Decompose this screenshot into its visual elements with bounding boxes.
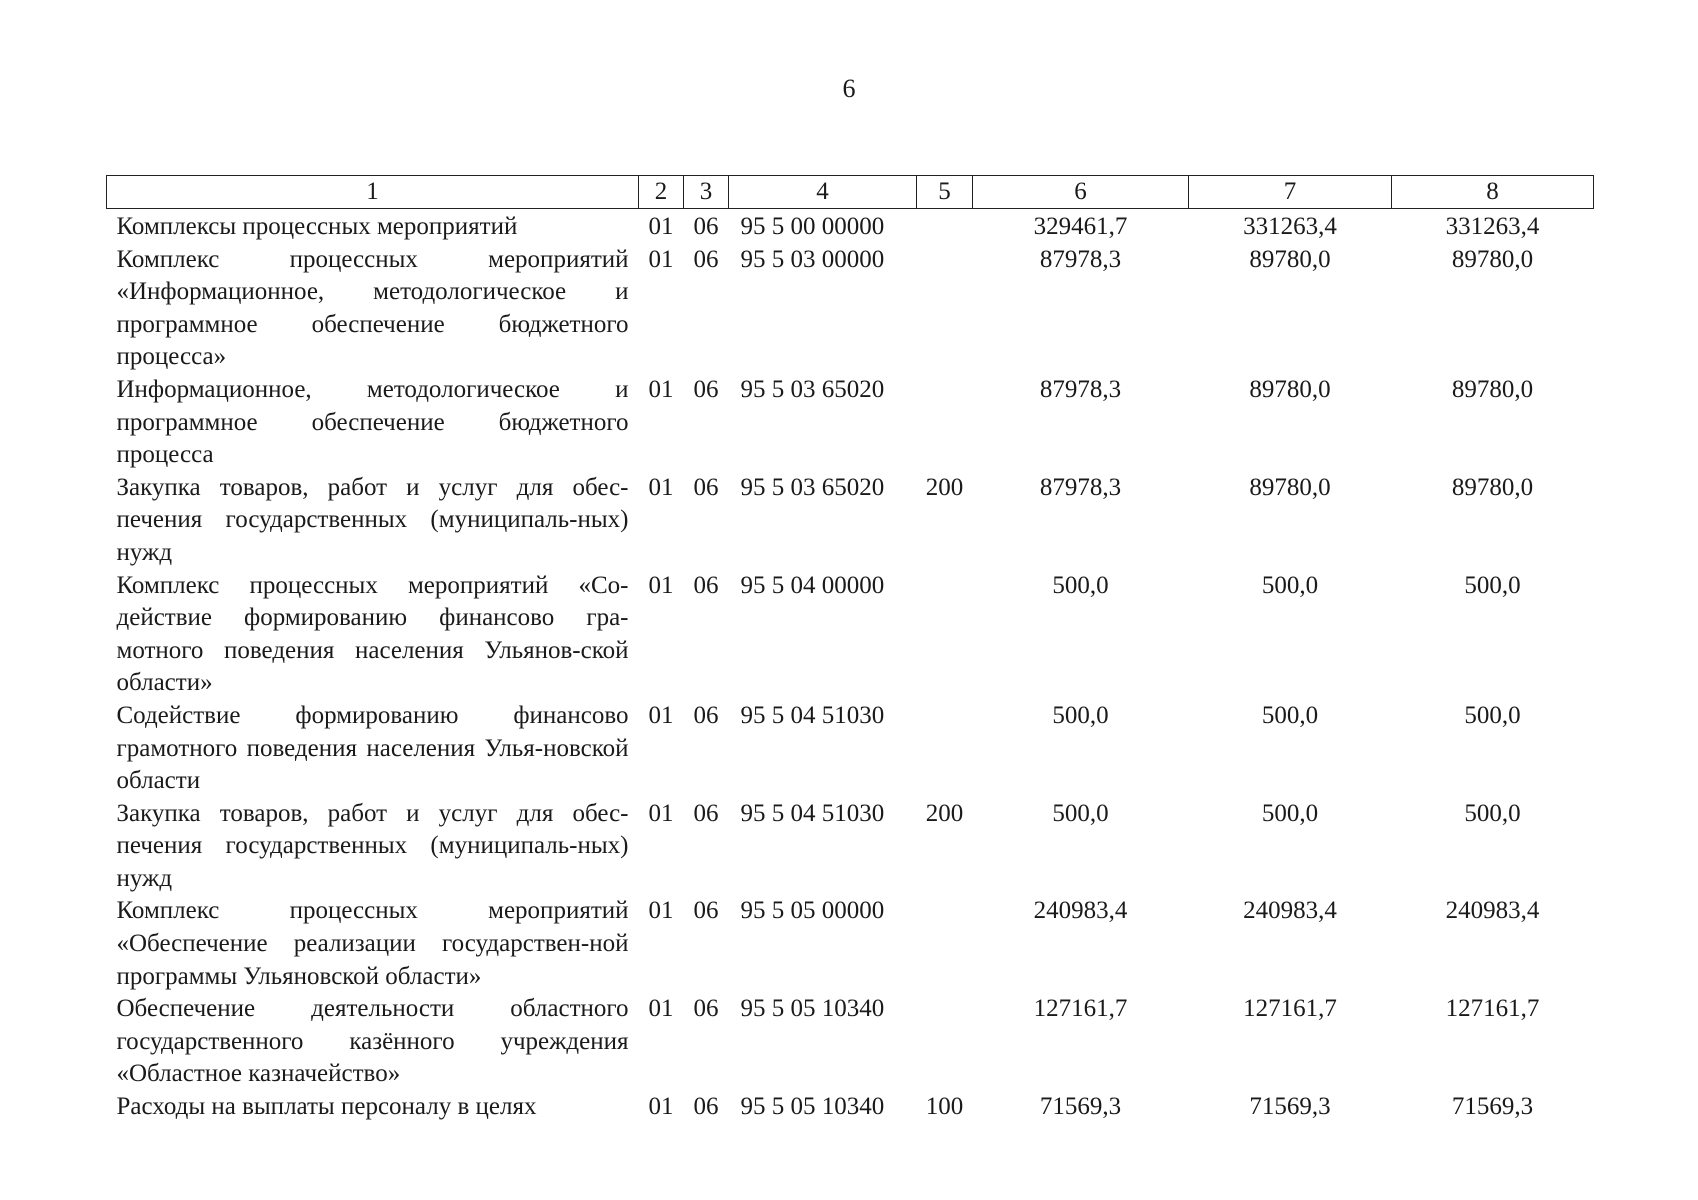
row-amount-col6: 87978,3	[1039, 245, 1122, 273]
row-expense-type-code	[917, 244, 973, 374]
row-section-code: 01	[648, 995, 674, 1023]
row-amount-col6: 500,0	[1052, 799, 1109, 827]
column-header-1: 1	[107, 176, 639, 209]
row-amount-col8: 89780,0	[1451, 473, 1534, 501]
row-amount-col7: 500,0	[1261, 701, 1319, 729]
row-subsection-code: 06	[693, 473, 719, 501]
row-target-code: 95 5 03 00000	[740, 245, 885, 273]
column-header-3: 3	[684, 176, 729, 209]
table-row	[107, 798, 1594, 896]
row-target-code: 95 5 05 00000	[740, 897, 885, 925]
table-row	[107, 374, 1594, 472]
row-section-code: 01	[648, 473, 674, 501]
row-amount-col7: 89780,0	[1249, 245, 1331, 273]
row-target-code: 95 5 03 65020	[740, 375, 885, 403]
row-section-code: 01	[648, 571, 674, 599]
row-amount-col7: 500,0	[1261, 799, 1319, 827]
row-expense-type-code	[917, 209, 973, 244]
row-target-code: 95 5 05 10340	[740, 995, 885, 1023]
row-subsection-code: 06	[693, 213, 719, 240]
row-name: Расходы на выплаты персоналу в целях	[116, 1093, 537, 1121]
row-subsection-code: 06	[693, 701, 719, 729]
row-name: Информационное, методологическое и программное обеспечение бюджетного процесса	[116, 375, 629, 469]
row-amount-col7: 89780,0	[1249, 473, 1331, 501]
row-target-code: 95 5 00 00000	[740, 213, 885, 240]
row-amount-col7: 71569,3	[1249, 1093, 1331, 1121]
row-amount-col8: 500,0	[1464, 701, 1521, 729]
column-header-4: 4	[729, 176, 917, 209]
row-expense-type-code: 100	[925, 1093, 964, 1121]
row-subsection-code: 06	[693, 799, 719, 827]
table-row	[107, 1091, 1594, 1124]
row-target-code: 95 5 05 10340	[740, 1093, 885, 1121]
row-amount-col7: 500,0	[1261, 571, 1319, 599]
row-amount-col6: 500,0	[1052, 571, 1109, 599]
column-header-2: 2	[639, 176, 684, 209]
row-section-code: 01	[648, 897, 674, 925]
row-name: Комплекс процессных мероприятий «Информационное, методологическое и программное обеспечение бюджетного процесса»	[116, 245, 629, 371]
row-expense-type-code	[917, 374, 973, 472]
row-target-code: 95 5 04 51030	[740, 799, 885, 827]
row-amount-col7: 89780,0	[1249, 375, 1331, 403]
row-amount-col7: 127161,7	[1243, 995, 1337, 1023]
row-amount-col8: 89780,0	[1451, 245, 1534, 273]
row-amount-col8: 500,0	[1464, 571, 1521, 599]
column-header-8: 8	[1392, 176, 1594, 209]
row-amount-col6: 87978,3	[1039, 473, 1122, 501]
row-amount-col6: 127161,7	[1033, 995, 1128, 1023]
page-number: 6	[842, 74, 856, 103]
row-expense-type-code	[917, 993, 973, 1091]
row-section-code: 01	[648, 213, 674, 240]
row-amount-col6: 329461,7	[1033, 213, 1128, 240]
row-expense-type-code	[917, 895, 973, 993]
row-subsection-code: 06	[693, 995, 719, 1023]
table-header-row	[107, 176, 1594, 209]
row-amount-col8: 500,0	[1464, 799, 1521, 827]
row-subsection-code: 06	[693, 375, 719, 403]
row-expense-type-code	[917, 700, 973, 798]
row-amount-col6: 87978,3	[1039, 375, 1122, 403]
table-row	[107, 895, 1594, 993]
row-name: Обеспечение деятельности областного государственного казённого учреждения «Областное казначейство»	[116, 995, 629, 1088]
budget-table	[106, 175, 1594, 1124]
row-section-code: 01	[648, 1093, 674, 1121]
row-section-code: 01	[648, 799, 674, 827]
row-subsection-code: 06	[693, 897, 719, 925]
row-name: Комплекс процессных мероприятий «Со-действие формированию финансово гра-мотного поведения населения Ульянов-ской области»	[116, 571, 629, 697]
row-name: Закупка товаров, работ и услуг для обес-печения государственных (муниципаль-ных) нужд	[116, 473, 629, 566]
row-amount-col7: 331263,4	[1243, 213, 1337, 240]
row-amount-col7: 240983,4	[1243, 897, 1337, 925]
row-amount-col6: 240983,4	[1033, 897, 1128, 925]
row-name: Закупка товаров, работ и услуг для обес-печения государственных (муниципаль-ных) нужд	[116, 799, 629, 892]
row-subsection-code: 06	[693, 571, 719, 599]
row-name: Комплексы процессных мероприятий	[116, 213, 518, 240]
row-amount-col8: 127161,7	[1445, 995, 1540, 1023]
row-amount-col8: 71569,3	[1451, 1093, 1534, 1121]
table-row	[107, 209, 1594, 244]
row-amount-col8: 240983,4	[1445, 897, 1540, 925]
table-row	[107, 700, 1594, 798]
row-section-code: 01	[648, 245, 674, 273]
table-row	[107, 570, 1594, 700]
row-section-code: 01	[648, 701, 674, 729]
row-section-code: 01	[648, 375, 674, 403]
table-row	[107, 993, 1594, 1091]
row-subsection-code: 06	[693, 245, 719, 273]
table-row	[107, 244, 1594, 374]
row-subsection-code: 06	[693, 1093, 719, 1121]
row-amount-col8: 89780,0	[1451, 375, 1534, 403]
row-target-code: 95 5 03 65020	[740, 473, 885, 501]
row-target-code: 95 5 04 00000	[740, 571, 885, 599]
column-header-5: 5	[917, 176, 973, 209]
row-target-code: 95 5 04 51030	[740, 701, 885, 729]
row-expense-type-code: 200	[925, 473, 964, 501]
row-name: Комплекс процессных мероприятий «Обеспечение реализации государствен-ной программы Ульяновской области»	[116, 897, 629, 990]
table-row	[107, 472, 1594, 570]
row-expense-type-code	[917, 570, 973, 700]
row-name: Содействие формированию финансово грамотного поведения населения Улья-новской области	[116, 701, 629, 795]
row-amount-col8: 331263,4	[1445, 213, 1540, 240]
row-amount-col6: 500,0	[1052, 701, 1109, 729]
row-amount-col6: 71569,3	[1039, 1093, 1122, 1121]
column-header-6: 6	[973, 176, 1189, 209]
column-header-7: 7	[1189, 176, 1392, 209]
row-expense-type-code: 200	[925, 799, 964, 827]
